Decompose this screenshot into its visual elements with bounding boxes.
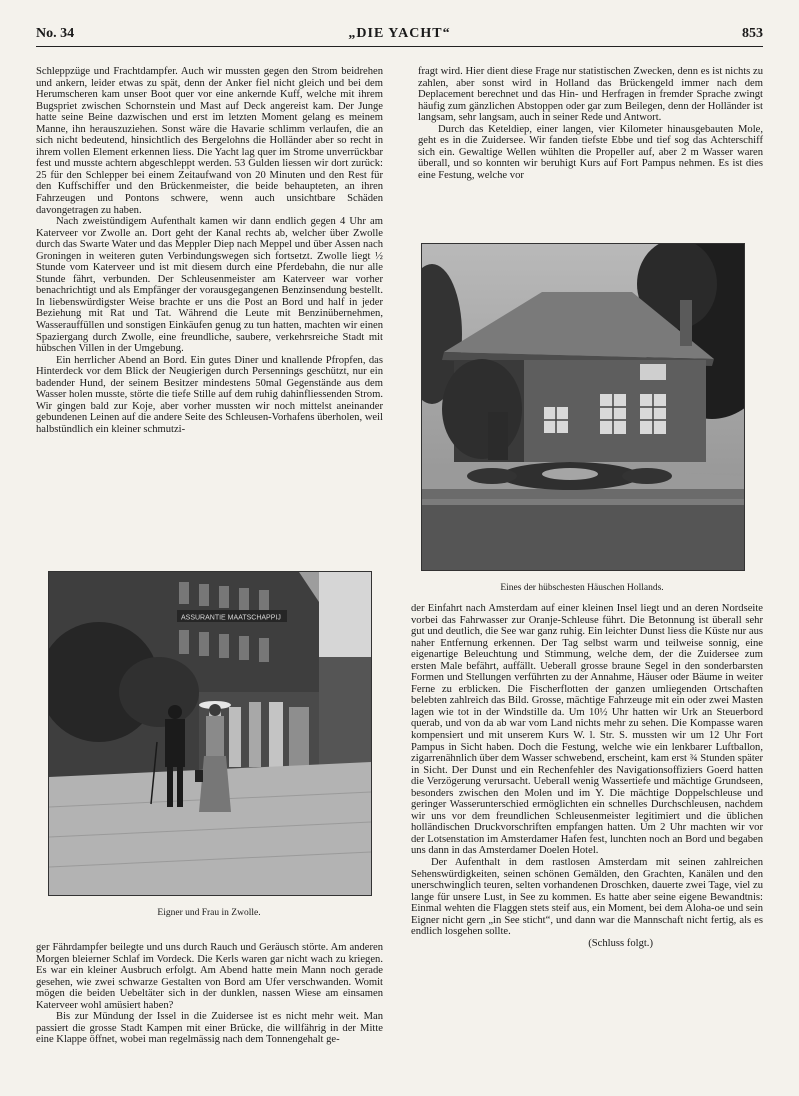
page-number: 853 [742,26,763,41]
paragraph: Bis zur Mündung der Issel in die Zuidersee ist es nicht mehr weit. Man passiert die grosse Stadt Kampen mit einer Brücke, die willfährig in der Mitte eine Klappe öffnet, wobei man regelmässig nach dem Tonnengehalt ge- [36,1011,383,1046]
header-rule [36,46,763,47]
building-sign: ASSURANTIE MAATSCHAPPIJ [181,614,281,622]
page-header [36,26,763,48]
paragraph: ger Fährdampfer beilegte und uns durch Rauch und Geräusch störte. Am anderen Morgen bleierner Schlaf im Vordeck. Die Kerls waren gar nicht wach zu kriegen. Es war ein kleiner Ausbruch erfolgt. Am Abend hatte mein Mann noch gerade gesehen, wie zwei schwarze Gestalten von Bord am Ufer verschwanden. Womit mögen die beiden Uebeltäter sich in der dunklen, nassen Wiese am einsamen Katerveer wohl amüsiert haben? [36,942,383,1011]
column-right-top [418,66,763,181]
photo-cottage [421,243,745,571]
column-left-top [36,66,383,436]
column-left-bottom [36,942,383,1046]
photo-zwolle [48,571,372,896]
caption-cottage: Eines der hübschesten Häuschen Hollands. [500,583,664,593]
paragraph: Ein herrlicher Abend an Bord. Ein gutes Diner und knallende Pfropfen, das Hinterdeck vor dem Blick der Neugierigen durch Persennings geschützt, nur ein badender Hund, der seinem Besitzer mindestens 50mal Gegenstände aus dem Wasser holen musste, störte die tiefe Stille auf dem ruhig dahinfliessenden Strom. Wir gingen bald zur Koje, aber vorher mussten wir noch mittelst aneinander gebundenen Leinen auf die andere Seite des Schleusen-Vorhafens überholen, weil halbstündlich ein kleiner schmutzi- [36,354,383,435]
paragraph: Nach zweistündigem Aufenthalt kamen wir dann endlich gegen 4 Uhr am Katerveer vor Zwolle an. Dort geht der Kanal rechts ab, welcher über Zwolle durch das Swarte Water und das Meppler Diep nach Meppel und über Assen nach Groningen in weiteren guten Verbindungswegen sich fortsetzt. Zwolle liegt ½ Stunde vom Katerveer und ist mit diesem durch eine Pferdebahn, die nur alle Stunde fährt, verbunden. Der Schleusenmeister am Katerveer war vorher benachrichtigt und als Empfänger der vorausgegangenen Benzinsendung bestellt. In liebenswürdigster Weise brachte er uns die Post an Bord und half in jeder Beziehung mit Rat und Tat. Während die Leute mit Benzinübernehmen, Wasserauffüllen und sonstigen Einkäufen genug zu tun hatten, machten wir einen Spaziergang durch Zwolle, eine freundliche, saubere, verkehrsreiche Stadt mit hübschen Villen in der Umgebung. [36,216,383,355]
issue-number: No. 34 [36,26,75,41]
caption-zwolle: Eigner und Frau in Zwolle. [157,908,261,918]
paragraph: Durch das Keteldiep, einer langen, vier Kilometer hinausgebauten Mole, geht es in die Zuidersee. Wir fanden tiefste Ebbe und tief sog das Achterschiff sich ein. Gewaltige Wellen wühlten die Propeller auf, aber 2 m Wasser waren überall, und so konnten wir beruhigt Kurs auf Fort Pampus nehmen. Es ist dies eine Festung, welche vor [418,123,763,181]
paragraph: Schleppzüge und Frachtdampfer. Auch wir mussten gegen den Strom beidrehen und ankern, leider etwas zu spät, denn der Anker fiel nicht gleich und bei dem Herumscheren kam unser Boot quer vor eine ankernde Kuff, welche mit ihrem Bugspriet zwischen Schornstein und Mast auf Deck angereist kam. Der Junge hatte seine Beine dazwischen und erst im letzten Moment gelang es meinem Manne, ihn herauszuziehen. Sonst wäre die Havarie schlimm verlaufen, die an sich nicht bedeutend, hinsichtlich des Bergelohns die Holländer aber so recht in ihrem vollen Element erkennen liess. Die Yacht lag quer im Strome unverrückbar fest und musste achtern abgeschleppt werden. 53 Gulden liessen wir dort zurück: 25 für den Schlepper bei einem Zeitaufwand von 20 Minuten und den Rest für den Kuffschiffer und den Brückenmeister, die beide behaupteten, an ihren Fahrzeugen und Pontons schwere, wenn auch unsichtbare Schäden davongetragen zu haben. [36,66,383,216]
continuation-note: (Schluss folgt.) [588,937,653,949]
column-right-bottom [411,603,763,949]
journal-title: „DIE YACHT“ [348,26,451,41]
paragraph: der Einfahrt nach Amsterdam auf einer kleinen Insel liegt und an deren Nordseite vorbei das Fahrwasser zur Oranje-Schleuse führt. Die Betonnung ist überall sehr gut und deutlich, die See war ganz ruhig. Ein leichter Dunst liess die Küste nur aus naher Entfernung erkennen. Der Tag selbst warm und teilweise sonnig, eine eigenartige Beleuchtung und Stimmung, welche dem, der die Zuidersee zum ersten Male befährt, auffällt. Ueberall grosse braune Segel in den sonderbarsten Formen und Stellungen verführten zu der Annahme, Häuser oder Bäume in weiter Ferne zu erblicken. Die Fischerflotten der ganzen umliegenden Ortschaften belebten zahlreich das Bild. Grosse, mächtige Fahrzeuge mit ein oder zwei Masten lagen wie tot in der Windstille da. Um 10½ Uhr hatten wir Urk an Steuerbord querab, und von da ab war vom Land nichts mehr zu sehen. Die Kompasse waren kompensiert und mit unserem Kurs W. l. Str. S. mussten wir um 12 Uhr Fort Pampus in Sicht haben. Doch die Festung, welche wie ein lenkbarer Luftballon, zigarrenähnlich über dem Wasser schwebend, erscheint, kam erst ¾ Stunden später in Sicht. Der Dunst und ein Rechenfehler des Navigationsoffiziers Goerd hatten die Verzögerung verursacht. Ueberall wenig Wassertiefe und mächtige Grundseen, besonders zwischen den Molen und im Y. Die mächtige Doppelschleuse und geringer Wasserunterschied ermöglichten ein schnelles Durchschleusen, nachdem wir uns vor dem freundlichen Schleusenmeister legitimiert und die üblichen holländischen Druckvorschriften empfangen hatten. Um 2 Uhr machten wir vor der Lotsenstation im Amsterdamer Hafen fest, lunchten noch an Bord und begaben uns dann in das Amsterdamer Doelen Hotel. [411,603,763,857]
paragraph: Der Aufenthalt in dem rastlosen Amsterdam mit seinen zahlreichen Sehenswürdigkeiten, seinen schönen Gemälden, den Grachten, Kanälen und den unerschwinglich teuren, selten vorhandenen Droschken, dauerte zwei Tage, viel zu lange für unsere Lust, in See zu kommen. Es hatte aber seine eigene Bewandtnis: Einmal wehten die Flaggen stets steif aus, ein Moment, bei dem Aloha-oe und sein Eigner nicht gern „in See sticht“, und dann war die Mannschaft nicht fertig, als es endlich losgehen sollte. [411,857,763,938]
paragraph: fragt wird. Hier dient diese Frage nur statistischen Zwecken, denn es ist nichts zu zahlen, aber sonst wird in Holland das Brückengeld immer nach dem Deplacement berechnet und das Hin- und Herfragen in fremder Sprache zwingt häufig zum gänzlichen Abstoppen oder gar zum Beilegen, denn der Holländer ist langsam, sehr langsam, auch in seiner Rede und Antwort. [418,66,763,124]
